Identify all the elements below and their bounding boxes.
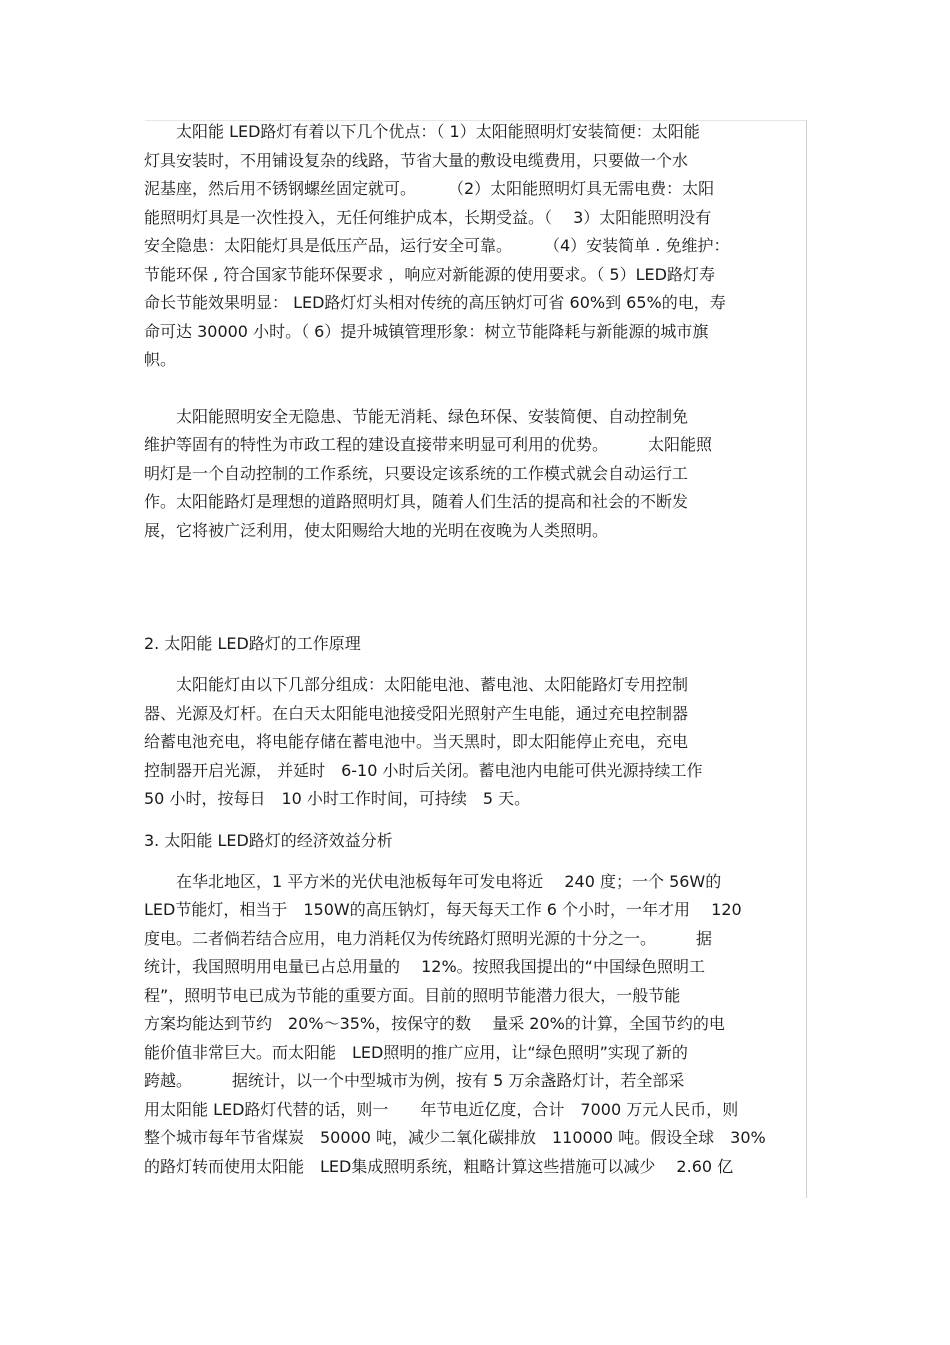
text-line: 统计，我国照明用电量已占总用量的 12%。按照我国提出的“中国绿色照明工 (144, 957, 705, 976)
text-line: 命长节能效果明显： LED路灯灯头相对传统的高压钠灯可省 60%到 65%的电，寿 (144, 293, 726, 312)
text-line: 泥基座，然后用不锈钢螺丝固定就可。 （2）太阳能照明灯具无需电费：太阳 (144, 179, 715, 198)
text-line: 明灯是一个自动控制的工作系统，只要设定该系统的工作模式就会自动运行工 (144, 463, 689, 483)
section-heading-economic-analysis: 3. 太阳能 LED路灯的经济效益分析 (144, 830, 393, 850)
text-line: LED节能灯，相当于 150W的高压钠灯，每天每天工作 6 个小时，一年才用 120 (144, 900, 742, 919)
text-line: 展，它将被广泛利用，使太阳赐给大地的光明在夜晚为人类照明。 (144, 520, 609, 540)
paragraph-advantages (144, 118, 814, 375)
text-line: 50 小时，按每日 10 小时工作时间，可持续 5 天。 (144, 789, 531, 808)
text-line: 跨越。 据统计，以一个中型城市为例，按有 5 万余盏路灯计，若全部采 (144, 1071, 685, 1090)
text-line: 用太阳能 LED路灯代替的话，则一 年节电近亿度，合计 7000 万元人民币，则 (144, 1099, 739, 1119)
text-line: 太阳能 LED路灯有着以下几个优点：（ 1）太阳能照明灯安装简便：太阳能 (144, 122, 700, 141)
text-line: 方案均能达到节约 20%～35%，按保守的数 量采 20%的计算，全国节约的电 (144, 1014, 725, 1033)
paragraph-features (144, 403, 814, 546)
text-line: 命可达 30000 小时。（ 6）提升城镇管理形象：树立节能降耗与新能源的城市旗 (144, 321, 709, 341)
text-line: 作。太阳能路灯是理想的道路照明灯具，随着人们生活的提高和社会的不断发 (144, 492, 689, 511)
text-line: 太阳能照明安全无隐患、节能无消耗、绿色环保、安装简便、自动控制免 (144, 406, 689, 426)
section-heading-working-principle: 2. 太阳能 LED路灯的工作原理 (144, 634, 361, 653)
text-line: 整个城市每年节省煤炭 50000 吨，减少二氧化碳排放 110000 吨。假设全球 30% (144, 1128, 766, 1147)
text-line: 安全隐患：太阳能灯具是低压产品，运行安全可靠。 （4）安装简单 . 免维护： (144, 236, 730, 255)
document-body (144, 118, 814, 1181)
text-line: 能照明灯具是一次性投入，无任何维护成本，长期受益。（ 3）太阳能照明没有 (144, 207, 712, 227)
text-line: 的路灯转而使用太阳能 LED集成照明系统，粗略计算这些措施可以减少 2.60 亿 (144, 1156, 734, 1176)
paragraph-working-principle (144, 671, 814, 814)
paragraph-economic-analysis (144, 868, 814, 1182)
text-line: 节能环保 , 符合国家节能环保要求 ，响应对新能源的使用要求。（ 5）LED路灯寿 (144, 264, 715, 284)
text-line: 维护等固有的特性为市政工程的建设直接带来明显可利用的优势。 太阳能照 (144, 435, 713, 454)
text-line: 在华北地区，1 平方米的光伏电池板每年可发电将近 240 度；一个 56W的 (144, 871, 722, 891)
text-line: 能价值非常巨大。而太阳能 LED照明的推广应用，让“绿色照明”实现了新的 (144, 1042, 688, 1062)
text-line: 器、光源及灯杆。在白天太阳能电池接受阳光照射产生电能，通过充电控制器 (144, 703, 689, 723)
text-line: 帜。 (144, 350, 177, 369)
text-line: 控制器开启光源， 并延时 6-10 小时后关闭。蓄电池内电能可供光源持续工作 (144, 760, 703, 780)
text-line: 给蓄电池充电，将电能存储在蓄电池中。当天黑时，即太阳能停止充电，充电 (144, 732, 689, 751)
text-line: 程”，照明节电已成为节能的重要方面。目前的照明节能潜力很大，一般节能 (144, 985, 681, 1005)
text-line: 灯具安装时，不用铺设复杂的线路，节省大量的敷设电缆费用，只要做一个水 (144, 150, 689, 170)
text-line: 太阳能灯由以下几部分组成：太阳能电池、蓄电池、太阳能路灯专用控制 (144, 675, 689, 694)
text-line: 度电。二者倘若结合应用，电力消耗仅为传统路灯照明光源的十分之一。 据 (144, 928, 713, 948)
